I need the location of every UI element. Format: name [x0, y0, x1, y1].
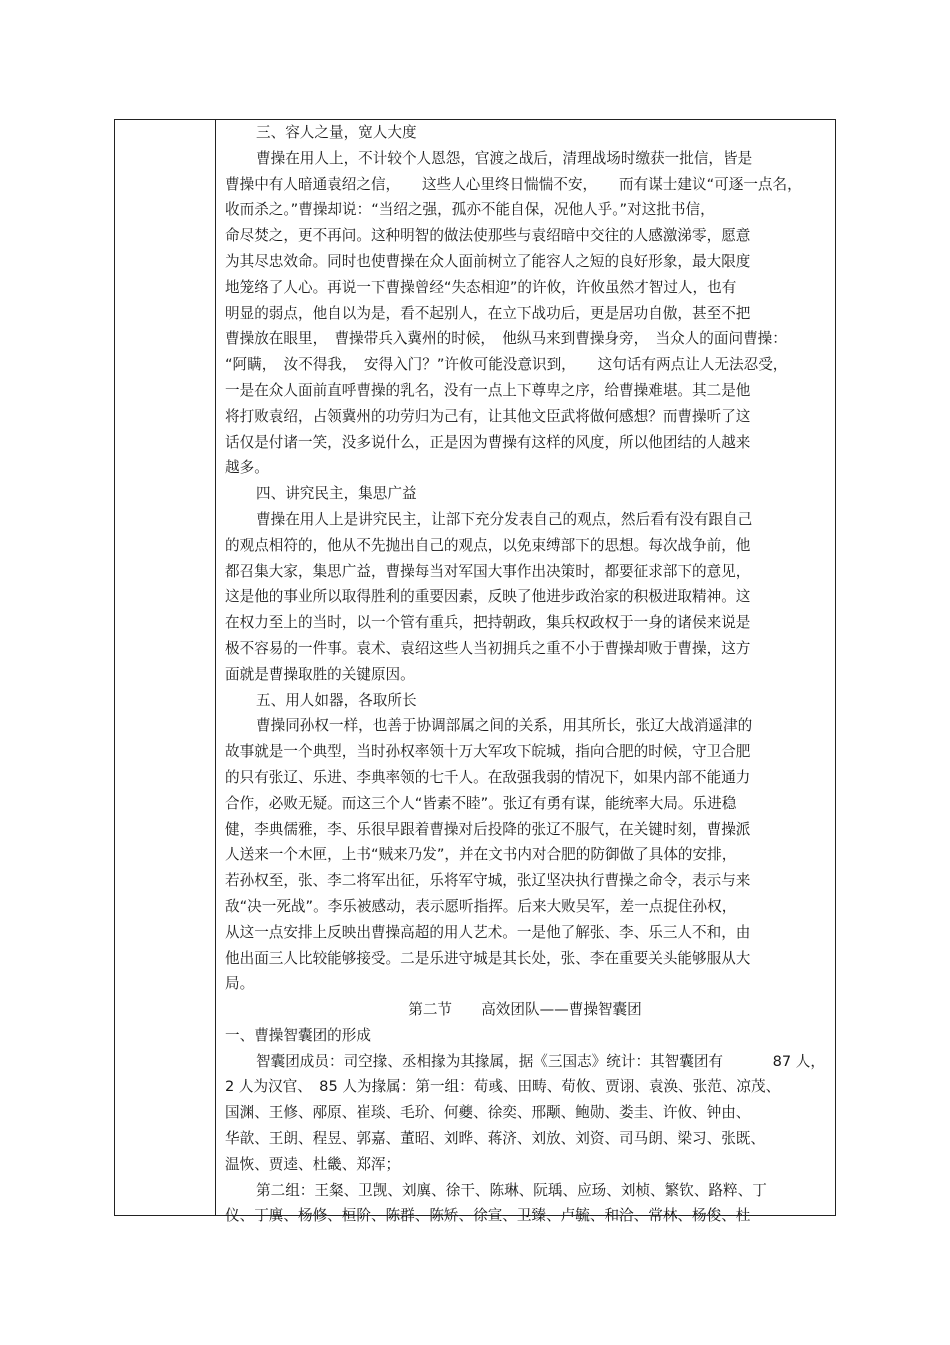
- paragraph-line: 从这一点安排上反映出曹操高超的用人艺术。一是他了解张、李、乐三人不和，由: [225, 923, 751, 941]
- paragraph-line: 温恢、贾逵、杜畿、郑浑；: [225, 1155, 401, 1173]
- heading-4: 四、讲究民主，集思广益: [256, 485, 417, 503]
- paragraph-line: 为其尽忠效命。同时也使曹操在众人面前树立了能容人之短的良好形象，最大限度: [225, 252, 751, 270]
- paragraph-line: 极不容易的一件事。袁术、袁绍这些人当初拥兵之重不小于曹操却败于曹操，这方: [225, 639, 751, 657]
- paragraph-line: 健，李典儒雅，李、乐很早跟着曹操对后投降的张辽不服气，在关键时刻，曹操派: [225, 820, 751, 838]
- paragraph-line: 华歆、王朗、程昱、郭嘉、董昭、刘晔、蒋济、刘放、刘资、司马朗、梁习、张既、: [225, 1130, 765, 1148]
- paragraph-line: 都召集大家，集思广益，曹操每当对军国大事作出决策时，都要征求部下的意见，: [225, 562, 751, 580]
- paragraph-line: 面就是曹操取胜的关键原因。: [225, 665, 415, 683]
- paragraph-line: 他出面三人比较能够接受。二是乐进守城是其长处，张、李在重要关头能够服从大: [225, 949, 751, 967]
- paragraph-text: 智囊团成员：司空掾、丞相掾为其掾属，据《三国志》统计：其智囊团有: [256, 1052, 724, 1070]
- heading-3: 三、容人之量，宽人大度: [256, 124, 417, 141]
- paragraph-line: 将打败袁绍，占领冀州的功劳归为己有，让其他文臣武将做何感想？而曹操听了这: [225, 407, 751, 425]
- paragraph-line: 仪、丁廙、杨修、桓阶、陈群、陈矫、徐宣、卫臻、卢毓、和洽、常林、杨俊、杜: [225, 1207, 751, 1225]
- paragraph-line: 合作，必败无疑。而这三个人“皆素不睦”。张辽有勇有谋，能统率大局。乐进稳: [225, 794, 737, 812]
- paragraph-line: 收而杀之。”曹操却说：“当绍之强，孤亦不能自保，况他人乎。”对这批书信，: [225, 201, 715, 219]
- paragraph-line: 明显的弱点，他自以为是，看不起别人，在立下战功后，更是居功自傲，甚至不把: [225, 304, 751, 322]
- paragraph-line: 曹操放在眼里， 曹操带兵入冀州的时候， 他纵马来到曹操身旁， 当众人的面问曹操：: [225, 330, 787, 348]
- paragraph-line: 故事就是一个典型，当时孙权率领十万大军攻下皖城，指向合肥的时候，守卫合肥: [225, 743, 751, 761]
- paragraph-line: 国渊、王修、邴原、崔琰、毛玠、何夔、徐奕、邢颙、鲍勋、娄圭、许攸、钟由、: [225, 1104, 751, 1122]
- paragraph-line: 这是他的事业所以取得胜利的重要因素，反映了他进步政治家的积极进取精神。这: [225, 588, 751, 606]
- paragraph-line: 敌“决一死战”。李乐被感动，表示愿听指挥。后来大败吴军，差一点捉住孙权，: [225, 897, 737, 915]
- paragraph-line: 人送来一个木匣，上书“贼来乃发”，并在文书内对合肥的防御做了具体的安排，: [225, 846, 737, 864]
- member-count: 87 人，: [772, 1052, 825, 1070]
- paragraph-line: 命尽焚之，更不再问。这种明智的做法使那些与袁绍暗中交往的人感激涕零，愿意: [225, 227, 751, 245]
- paragraph-line: 2 人为汉官、 85 人为掾属：第一组：荀彧、田畴、荀攸、贾诩、袁涣、张范、凉茂、: [225, 1078, 781, 1096]
- section-title: 第二节 高效团队——曹操智囊团: [408, 1001, 642, 1019]
- paragraph-line: 在权力至上的当时，以一个管有重兵，把持朝政，集兵权政权于一身的诸侯来说是: [225, 614, 751, 632]
- paragraph-line: 曹操中有人暗通袁绍之信， 这些人心里终日惴惴不安， 而有谋士建议“可逐一点名，: [225, 175, 802, 193]
- document-body: [225, 120, 825, 1229]
- paragraph-line: 越多。: [225, 459, 269, 477]
- paragraph-line: 地笼络了人心。再说一下曹操曾经“失态相迎”的许攸，许攸虽然才智过人，也有: [225, 278, 737, 296]
- paragraph-line: “阿瞒， 汝不得我， 安得入门？”许攸可能没意识到， 这句话有两点让人无法忍受，: [225, 356, 788, 374]
- paragraph-line: 的只有张辽、乐进、李典率领的七千人。在敌强我弱的情况下，如果内部不能通力: [225, 768, 751, 786]
- paragraph-line: [225, 1049, 825, 1075]
- paragraph-line: 曹操同孙权一样，也善于协调部属之间的关系，用其所长，张辽大战消遥津的: [256, 717, 753, 735]
- paragraph-line: 第二组：王粲、卫觊、刘廙、徐干、陈琳、阮瑀、应玚、刘桢、繁钦、路粹、丁: [256, 1181, 767, 1199]
- heading-5: 五、用人如器，各取所长: [256, 691, 417, 709]
- subsection-heading: 一、曹操智囊团的形成: [225, 1026, 371, 1044]
- paragraph-line: 话仅是付诸一笑，没多说什么，正是因为曹操有这样的风度，所以他团结的人越来: [225, 433, 751, 451]
- column-divider: [215, 119, 216, 1216]
- paragraph-line: 曹操在用人上，不计较个人恩怨，官渡之战后，清理战场时缴获一批信，皆是: [256, 149, 753, 167]
- paragraph-line: 曹操在用人上是讲究民主，让部下充分发表自己的观点，然后看有没有跟自己: [256, 510, 753, 528]
- paragraph-line: 若孙权至，张、李二将军出征，乐将军守城，张辽坚决执行曹操之命令，表示与来: [225, 872, 751, 890]
- paragraph-line: 的观点相符的，他从不先抛出自己的观点，以免束缚部下的思想。每次战争前，他: [225, 536, 751, 554]
- paragraph-line: 一是在众人面前直呼曹操的乳名，没有一点上下尊卑之序，给曹操难堪。其二是他: [225, 381, 751, 399]
- paragraph-line: 局。: [225, 975, 255, 993]
